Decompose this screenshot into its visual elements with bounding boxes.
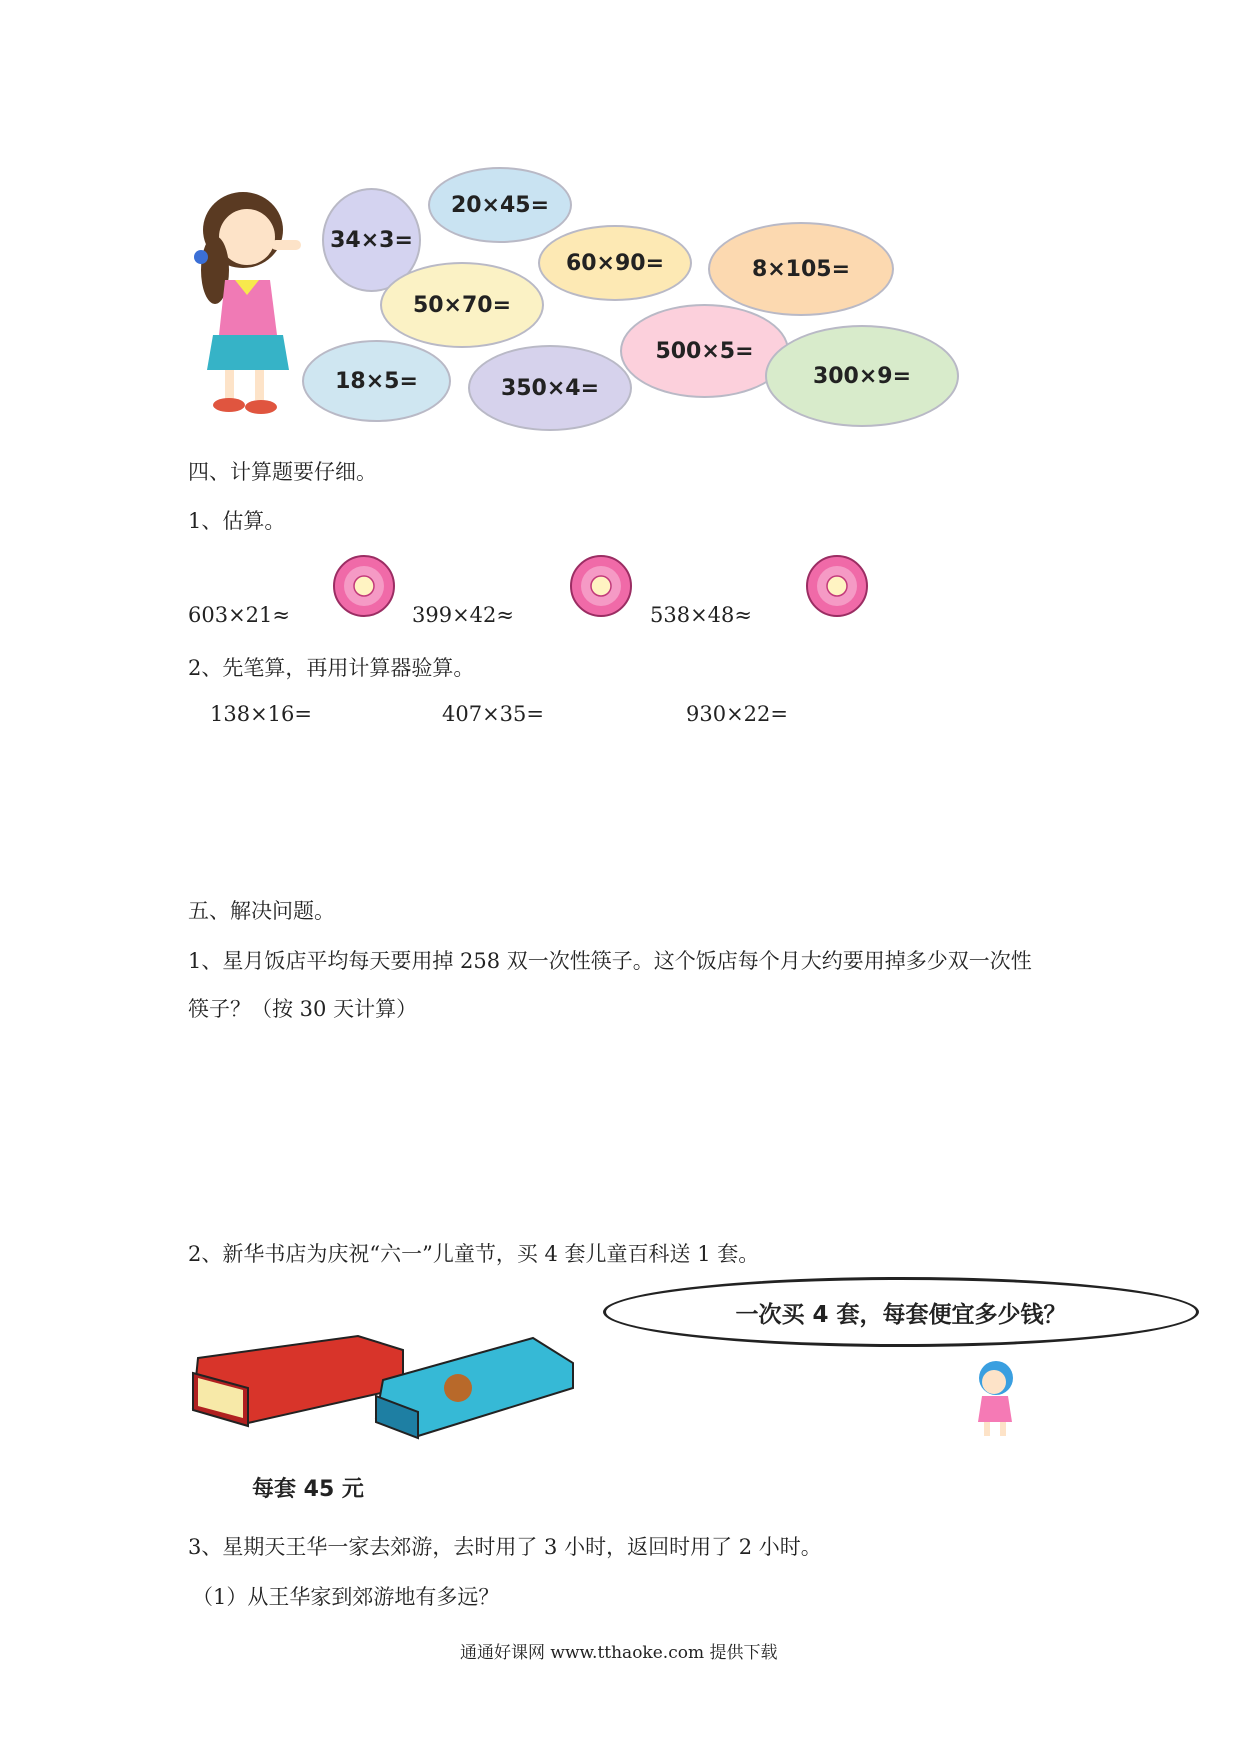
speech-bubble: 一次买 4 套，每套便宜多少钱？ [603, 1277, 1199, 1347]
section5-heading: 五、解决问题。 [188, 899, 335, 923]
flower-answer-icon [570, 555, 632, 617]
estimate-1: 603×21≈ [188, 603, 290, 627]
book-price: 每套 45 元 [252, 1477, 364, 1502]
balloon-300x9: 300×9= [765, 325, 959, 427]
balloon-8x105: 8×105= [708, 222, 894, 316]
problem1-line1: 1、星月饭店平均每天要用掉 258 双一次性筷子。这个饭店每个月大约要用掉多少双一次性 [188, 949, 1032, 973]
balloon-18x5: 18×5= [302, 340, 451, 422]
balloon-350x4: 350×4= [468, 345, 632, 431]
small-girl-illustration [960, 1352, 1028, 1442]
calc-3: 930×22= [686, 702, 788, 726]
flower-answer-icon [333, 555, 395, 617]
estimate-3: 538×48≈ [650, 603, 752, 627]
q1-label: 1、估算。 [188, 509, 286, 533]
calc-2: 407×35= [442, 702, 544, 726]
calc-1: 138×16= [210, 702, 312, 726]
problem1-line2: 筷子？（按 30 天计算） [188, 997, 418, 1021]
section4-heading: 四、计算题要仔细。 [188, 460, 377, 484]
footer-text: 通通好课网 www.tthaoke.com 提供下载 [460, 1643, 778, 1663]
flower-answer-icon [806, 555, 868, 617]
balloon-20x45: 20×45= [428, 167, 572, 243]
problem2-text: 2、新华书店为庆祝“六一”儿童节，买 4 套儿童百科送 1 套。 [188, 1242, 760, 1266]
problem3-sub1: （1）从王华家到郊游地有多远？ [192, 1585, 500, 1609]
estimate-2: 399×42≈ [412, 603, 514, 627]
balloon-34x3: 34×3= [322, 188, 421, 292]
balloon-60x90: 60×90= [538, 225, 692, 301]
q2-label: 2、先笔算，再用计算器验算。 [188, 656, 475, 680]
problem3-text: 3、星期天王华一家去郊游，去时用了 3 小时，返回时用了 2 小时。 [188, 1535, 822, 1559]
balloon-500x5: 500×5= [620, 304, 789, 398]
balloon-50x70: 50×70= [380, 262, 544, 348]
books-illustration [188, 1328, 578, 1440]
